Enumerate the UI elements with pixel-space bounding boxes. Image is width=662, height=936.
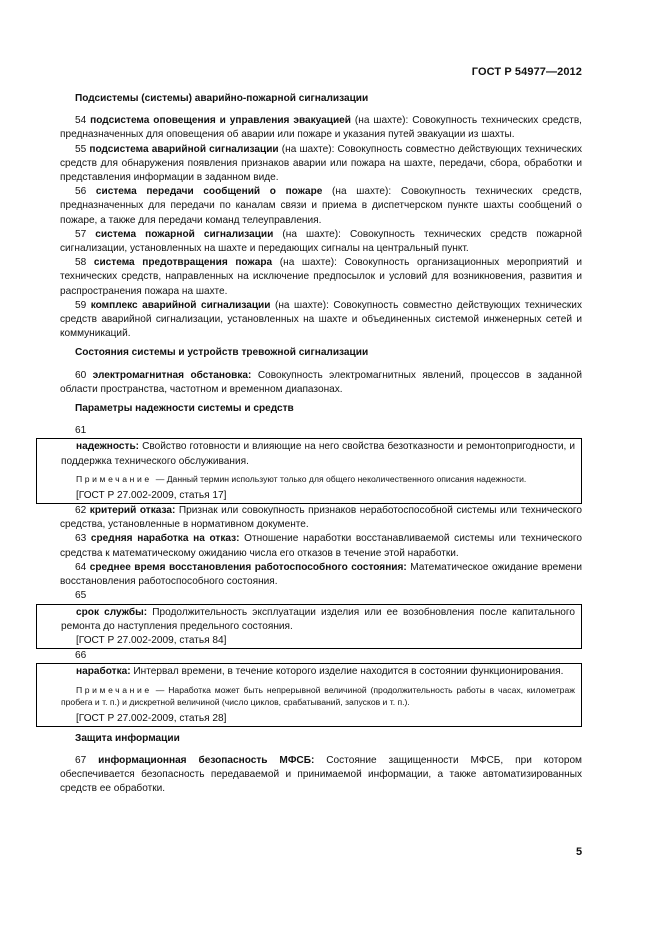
entry-text: (на шахте): Совокупность технических средств, предназначенных для передачи по каналам связи и приема в диспетчерском пункте шахты сообщений о пожаре, а также для передачи команд телеуправления.: [60, 186, 582, 226]
entry-66: [61, 665, 575, 679]
entry-term: наработка:: [76, 666, 131, 678]
entry-text: (на шахте): Совокупность совместно действующих технических средств аварийной сигнализации, установленных на шахте и объединенных системой инженерных сетей и коммуникаций.: [60, 299, 582, 340]
quoted-term-box: [36, 663, 582, 726]
entry-text: Отношение наработки восстанавливаемой системы или технического средства к математическому ожиданию числа его отказов в течение этой наработки.: [60, 533, 582, 559]
entry-term: срок службы:: [76, 606, 148, 618]
entry-59: [60, 299, 582, 342]
entry-term: система передачи сообщений о пожаре: [95, 186, 323, 198]
entry-text: Состояние защищенности МФСБ, при котором обеспечивается безопасность передаваемой и принимаемой информации, а также автоматизированных средств ее обработки.: [60, 754, 582, 795]
note-text: — Наработка может быть непрерывной величиной (продолжительность работы в часах, километраж пробега и т. п.) и дискретной величиной (число циклов, срабатываний, запусков и т. п.).: [61, 684, 575, 707]
entry-63: [60, 532, 582, 560]
entry-term: информационная безопасность МФСБ:: [98, 754, 315, 766]
page-number: 5: [576, 846, 583, 858]
entry-text: (на шахте): Совокупность организационных мероприятий и технических средств, направленных на исключение предпосылок и условий для возникновения, развития и распространения пожара на шахте.: [60, 257, 582, 297]
note-label: Примечание: [76, 684, 152, 695]
entry-55: [60, 143, 582, 186]
entry-61: [61, 440, 575, 468]
entry-text: Свойство готовности и влияющие на него свойства безотказности и ремонтопригодности, и поддержка технического обслуживания.: [61, 441, 575, 467]
entry-number: 61: [75, 425, 87, 437]
entry-text: (на шахте): Совокупность технических средств, предназначенных для оповещения об аварии или пожаре и указания путей эвакуации из шахты.: [60, 115, 582, 141]
source-reference: [ГОСТ Р 27.002-2009, статья 17]: [76, 489, 227, 501]
entry-number: 54: [75, 115, 87, 127]
entry-number: 60: [75, 369, 87, 381]
entry-number: 56: [75, 186, 87, 198]
entry-number: 66: [75, 650, 87, 662]
entry-57: [60, 228, 582, 256]
entry-64: [60, 561, 582, 589]
entry-text: (на шахте): Совокупность совместно действующих технических средств для обнаружения появления признаков аварии или пожара на шахте, передачи, сбора, обработки и представления информации в заданном виде.: [60, 143, 583, 184]
entry-number: 65: [75, 590, 87, 602]
entry-term: среднее время восстановления работоспособного состояния:: [89, 561, 407, 573]
entry-text: (на шахте): Совокупность технических средств пожарной сигнализации, установленных на шахте и передающих сигналы на центральный пункт.: [60, 228, 582, 255]
entry-65: [61, 606, 575, 634]
section-heading: Подсистемы (системы) аварийно-пожарной сигнализации: [75, 93, 369, 104]
entry-note: [61, 684, 575, 708]
document-header: ГОСТ Р 54977—2012: [471, 66, 582, 78]
section-heading: Защита информации: [75, 732, 180, 744]
note-label: Примечание: [76, 473, 152, 484]
entry-number: 58: [75, 257, 87, 269]
entry-67: [60, 754, 582, 797]
entry-term: система предотвращения пожара: [93, 257, 273, 269]
entry-text: Математическое ожидание времени восстановления работоспособного состояния.: [60, 561, 583, 588]
entry-60: [60, 369, 582, 397]
entry-number: 57: [75, 228, 87, 240]
entry-term: электромагнитная обстановка:: [92, 369, 252, 381]
entry-number: 64: [75, 561, 87, 573]
entry-54: [60, 114, 582, 142]
entry-number: 62: [75, 505, 87, 517]
entry-56: [60, 185, 582, 228]
entry-62: [60, 504, 582, 532]
entry-note: [61, 473, 575, 485]
entry-term: надежность:: [76, 441, 140, 453]
entry-term: система пожарной сигнализации: [95, 228, 274, 240]
quoted-term-box: [36, 604, 582, 650]
quoted-term-box: [36, 438, 582, 504]
entry-number: 63: [75, 533, 87, 545]
entry-term: подсистема оповещения и управления эвакуацией: [90, 115, 351, 127]
entry-term: комплекс аварийной сигнализации: [90, 299, 271, 311]
source-reference: [ГОСТ Р 27.002-2009, статья 28]: [76, 712, 227, 724]
entry-term: средняя наработка на отказ:: [90, 533, 240, 545]
entry-term: подсистема аварийной сигнализации: [89, 143, 279, 155]
document-body: [60, 92, 582, 797]
entry-number: 55: [75, 143, 87, 155]
entry-text: Признак или совокупность признаков неработоспособной системы или технического средства, установленные в нормативном документе.: [60, 505, 583, 531]
source-reference: [ГОСТ Р 27.002-2009, статья 84]: [76, 634, 227, 646]
entry-number: 67: [75, 754, 87, 766]
entry-58: [60, 256, 582, 299]
entry-number: 59: [75, 299, 87, 311]
entry-text: Интервал времени, в течение которого изделие находится в состоянии функционирования.: [130, 666, 564, 678]
section-heading: Параметры надежности системы и средств: [75, 403, 294, 415]
section-heading: Состояния системы и устройств тревожной сигнализации: [75, 347, 369, 359]
entry-term: критерий отказа:: [89, 505, 176, 517]
entry-text: Совокупность электромагнитных явлений, процессов в заданной области пространства, частотном и временном диапазонах.: [60, 369, 582, 395]
note-text: — Данный термин используют только для общего неколичественного описания надежности.: [155, 473, 527, 484]
entry-text: Продолжительность эксплуатации изделия или ее возобновления после капитального ремонта до наступления предельного состояния.: [61, 606, 575, 632]
